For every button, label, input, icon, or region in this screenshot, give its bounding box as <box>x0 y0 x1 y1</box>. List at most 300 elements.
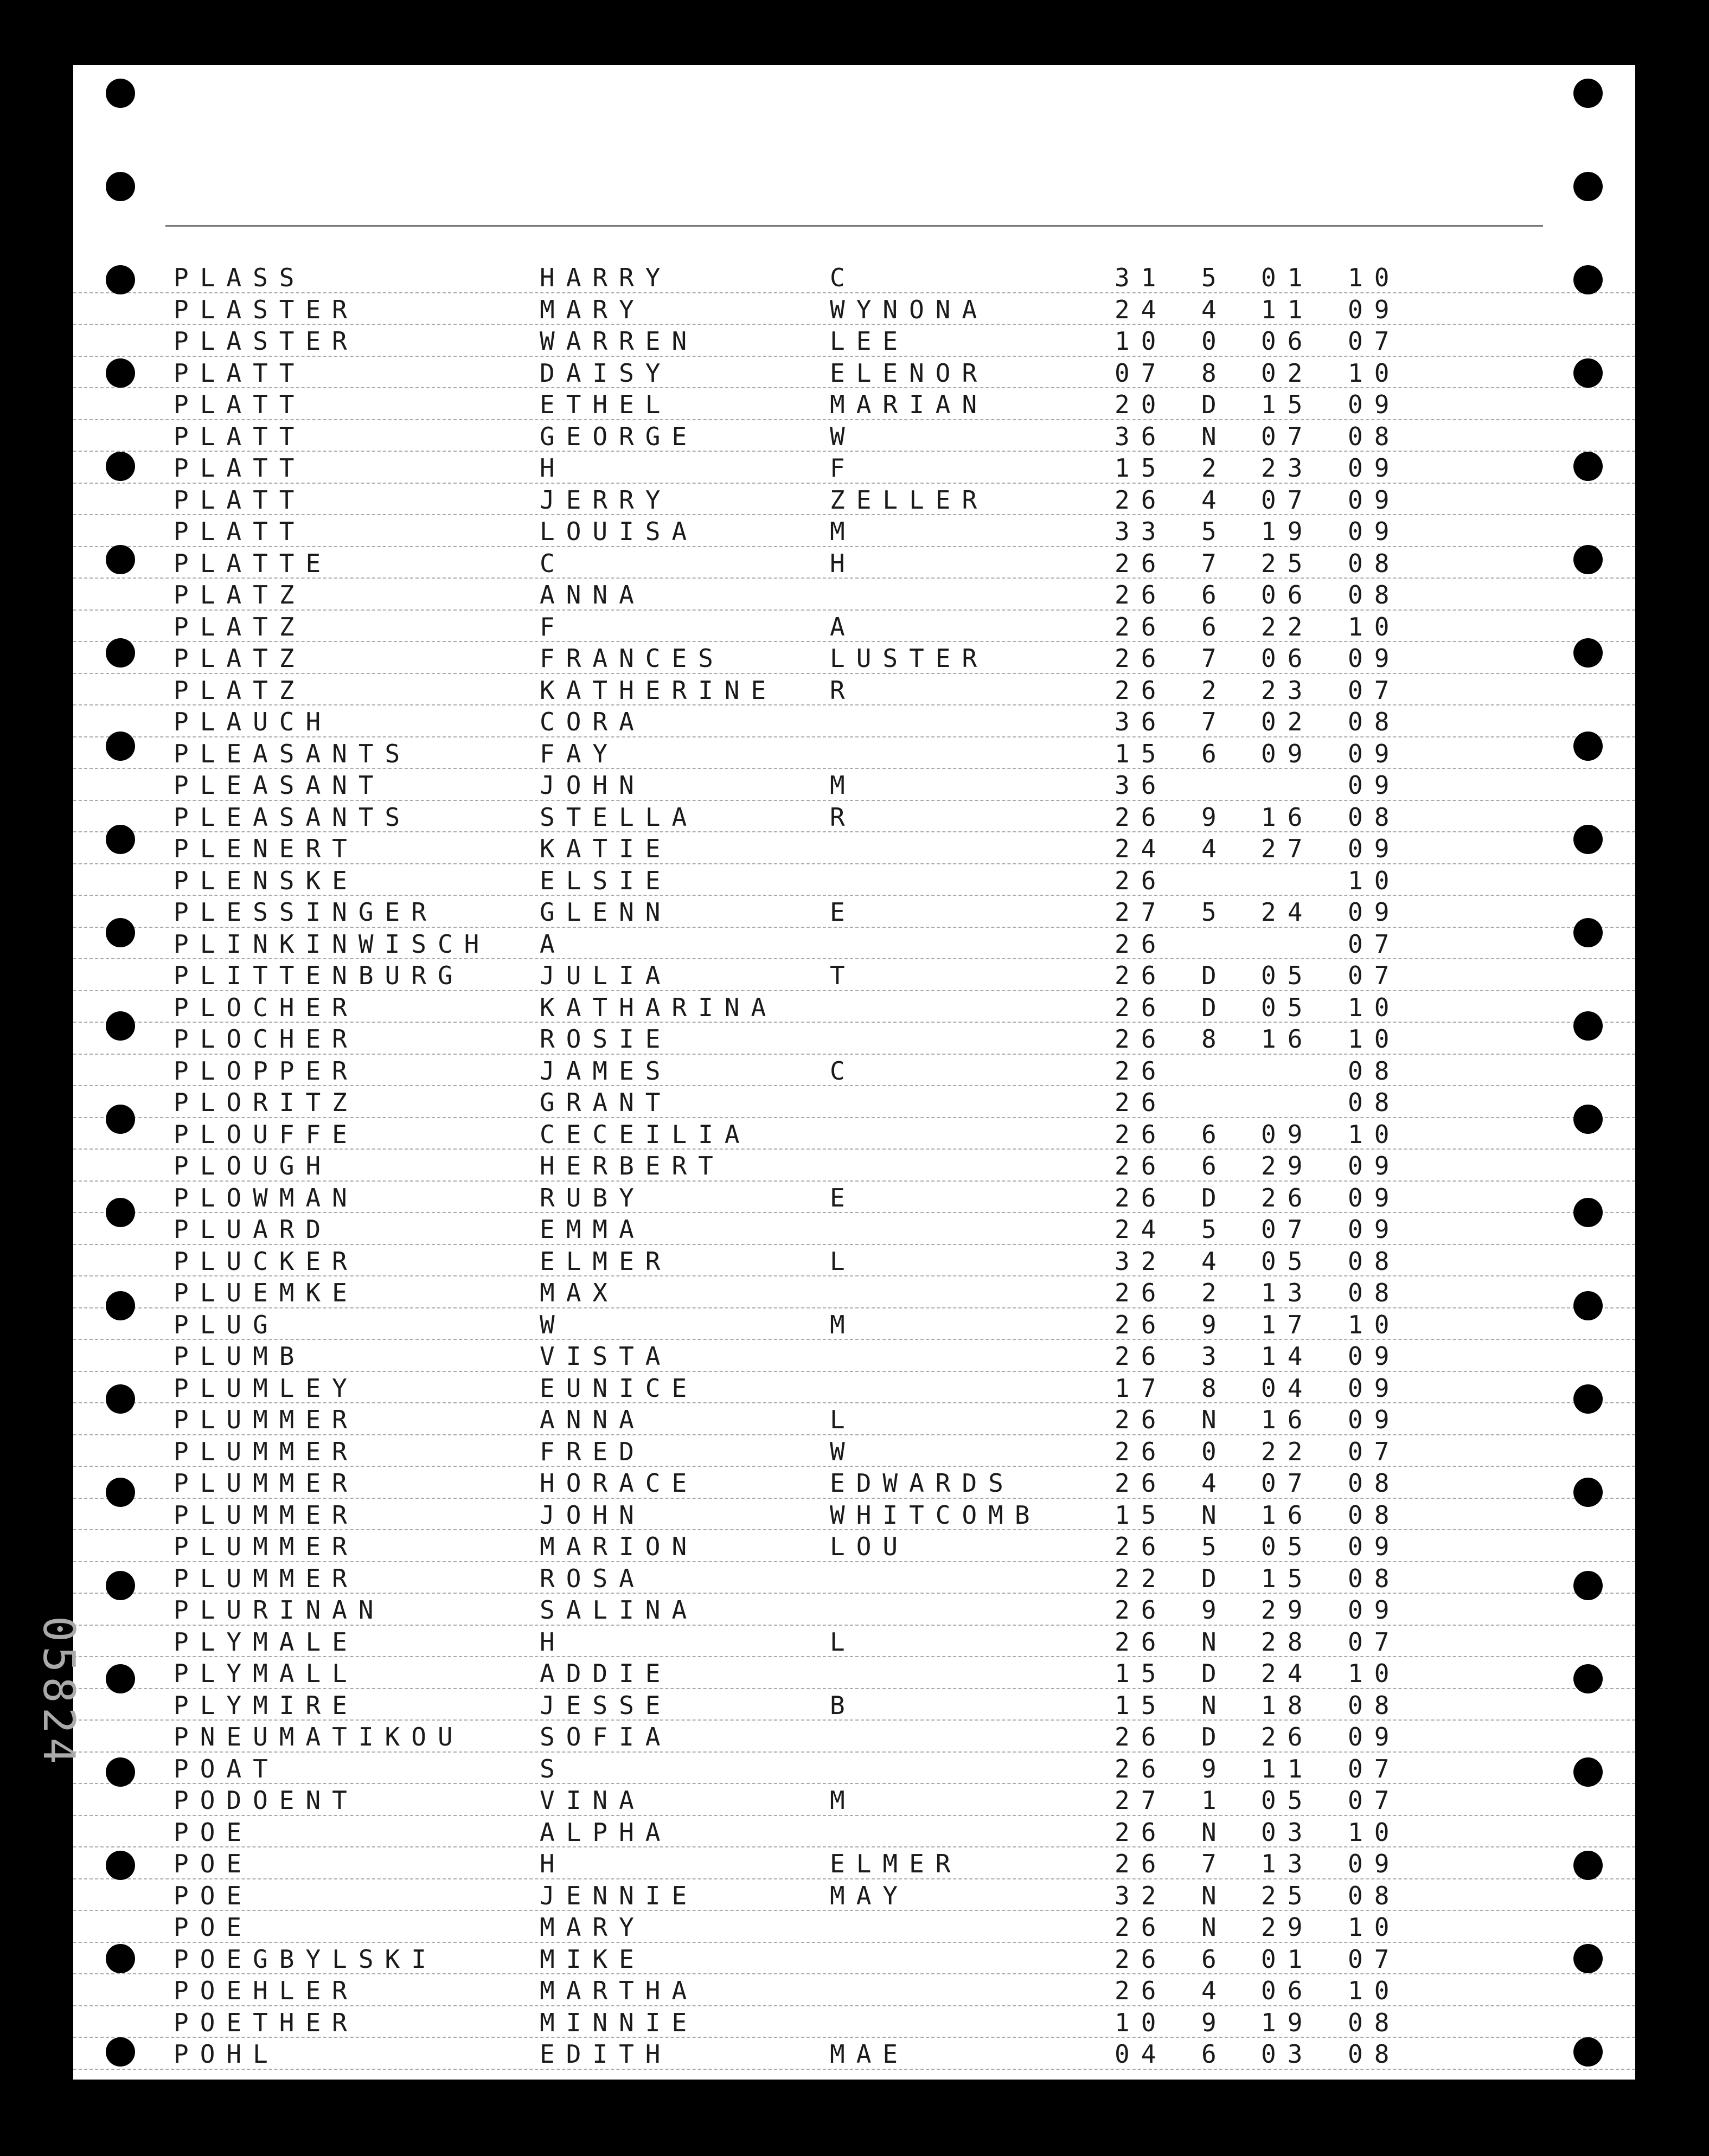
field-3: 29 <box>1261 1913 1314 1942</box>
field-1: 26 <box>1115 1088 1168 1117</box>
middle-name: ELMER <box>830 1849 962 1878</box>
table-row <box>73 1626 1635 1658</box>
middle-name: WHITCOMB <box>830 1500 1041 1530</box>
last-name: PLENSKE <box>174 865 359 895</box>
field-4: 10 <box>1348 263 1401 292</box>
last-name: PLESSINGER <box>174 897 438 927</box>
field-1: 26 <box>1115 865 1168 895</box>
field-4: 08 <box>1348 707 1401 736</box>
field-2: D <box>1201 390 1228 419</box>
field-2: 8 <box>1201 1373 1228 1403</box>
field-4: 10 <box>1348 612 1401 641</box>
table-row <box>73 579 1635 611</box>
feed-hole <box>1573 2037 1603 2067</box>
field-4: 08 <box>1348 1056 1401 1086</box>
field-1: 26 <box>1115 992 1168 1022</box>
last-name: POE <box>174 1881 253 1910</box>
first-name: WARREN <box>540 326 699 356</box>
field-3: 29 <box>1261 1151 1314 1180</box>
last-name: PLATT <box>174 517 306 546</box>
last-name: PLASTER <box>174 326 359 356</box>
field-2: 4 <box>1201 1468 1228 1498</box>
feed-hole <box>106 1198 135 1227</box>
last-name: PLATZ <box>174 612 306 641</box>
field-4: 08 <box>1348 548 1401 578</box>
table-row <box>73 832 1635 864</box>
field-4: 09 <box>1348 1595 1401 1625</box>
last-name: PLUMMER <box>174 1468 359 1498</box>
field-4: 08 <box>1348 421 1401 451</box>
last-name: POE <box>174 1849 253 1878</box>
printout-sheet <box>34 65 1635 2080</box>
field-3: 06 <box>1261 580 1314 609</box>
field-1: 10 <box>1115 2007 1168 2037</box>
last-name: PLOCHER <box>174 1024 359 1054</box>
last-name: PLYMALE <box>174 1627 359 1657</box>
feed-hole <box>1573 545 1603 574</box>
field-2: D <box>1201 1563 1228 1593</box>
feed-hole <box>1573 1851 1603 1880</box>
field-3: 26 <box>1261 1183 1314 1212</box>
middle-name: LEE <box>830 326 910 356</box>
table-row <box>73 1182 1635 1214</box>
field-2: D <box>1201 961 1228 990</box>
first-name: HORACE <box>540 1468 699 1498</box>
field-1: 26 <box>1115 485 1168 515</box>
feed-hole <box>106 1944 135 1973</box>
field-2: 5 <box>1201 897 1228 927</box>
field-4: 10 <box>1348 1913 1401 1942</box>
table-row <box>73 2038 1635 2070</box>
field-4: 07 <box>1348 1436 1401 1466</box>
first-name: SALINA <box>540 1595 699 1625</box>
field-2: N <box>1201 1690 1228 1720</box>
field-3: 02 <box>1261 707 1314 736</box>
field-4: 10 <box>1348 1817 1401 1847</box>
table-row <box>73 452 1635 484</box>
field-4: 08 <box>1348 802 1401 832</box>
first-name: ALPHA <box>540 1817 672 1847</box>
field-3: 07 <box>1261 485 1314 515</box>
field-3: 04 <box>1261 1373 1314 1403</box>
first-name: SOFIA <box>540 1722 672 1751</box>
field-4: 09 <box>1348 897 1401 927</box>
first-name: F <box>540 612 566 641</box>
table-row <box>73 928 1635 960</box>
feed-hole <box>106 1664 135 1693</box>
field-3: 07 <box>1261 1215 1314 1244</box>
field-4: 09 <box>1348 517 1401 546</box>
first-name: GLENN <box>540 897 672 927</box>
table-row <box>73 547 1635 579</box>
middle-name: T <box>830 961 856 990</box>
feed-hole <box>106 265 135 294</box>
table-row <box>73 1879 1635 1911</box>
field-3: 17 <box>1261 1310 1314 1339</box>
table-row <box>73 1816 1635 1848</box>
field-4: 08 <box>1348 1690 1401 1720</box>
feed-hole <box>106 1757 135 1787</box>
record-list <box>73 261 1635 2070</box>
field-4: 09 <box>1348 453 1401 483</box>
field-2: 8 <box>1201 1024 1228 1054</box>
feed-hole <box>1573 1757 1603 1787</box>
last-name: PLITTENBURG <box>174 961 464 990</box>
middle-name: W <box>830 1436 856 1466</box>
feed-hole <box>106 1011 135 1041</box>
first-name: JERRY <box>540 485 672 515</box>
field-3: 22 <box>1261 1436 1314 1466</box>
middle-name: C <box>830 263 856 292</box>
field-1: 26 <box>1115 1278 1168 1307</box>
middle-name: ELENOR <box>830 358 989 388</box>
field-2: 6 <box>1201 1151 1228 1180</box>
last-name: POETHER <box>174 2007 359 2037</box>
field-2: N <box>1201 1913 1228 1942</box>
table-row <box>73 864 1635 896</box>
table-row <box>73 515 1635 547</box>
feed-hole <box>106 1571 135 1600</box>
last-name: POAT <box>174 1754 279 1783</box>
last-name: PLOUGH <box>174 1151 332 1180</box>
field-3: 16 <box>1261 802 1314 832</box>
field-3: 14 <box>1261 1342 1314 1371</box>
table-row <box>73 1530 1635 1562</box>
last-name: PLUARD <box>174 1215 332 1244</box>
field-4: 09 <box>1348 1215 1401 1244</box>
last-name: PLATT <box>174 421 306 451</box>
middle-name: H <box>830 548 856 578</box>
field-2: 4 <box>1201 485 1228 515</box>
last-name: POEHLER <box>174 1976 359 2005</box>
field-3: 09 <box>1261 1119 1314 1149</box>
middle-name: LOU <box>830 1532 910 1561</box>
table-row <box>73 1594 1635 1626</box>
first-name: H <box>540 1627 566 1657</box>
feed-hole <box>106 918 135 947</box>
feed-hole <box>1573 1384 1603 1414</box>
last-name: PLUMLEY <box>174 1373 359 1403</box>
middle-name: L <box>830 1627 856 1657</box>
feed-hole <box>106 1851 135 1880</box>
middle-name: C <box>830 1056 856 1086</box>
field-3: 24 <box>1261 897 1314 927</box>
middle-name: F <box>830 453 856 483</box>
table-row <box>73 1499 1635 1531</box>
field-3: 15 <box>1261 390 1314 419</box>
field-4: 10 <box>1348 1024 1401 1054</box>
last-name: POE <box>174 1817 253 1847</box>
last-name: POE <box>174 1913 253 1942</box>
field-1: 26 <box>1115 675 1168 705</box>
field-2: 9 <box>1201 1595 1228 1625</box>
field-2: D <box>1201 1183 1228 1212</box>
field-1: 07 <box>1115 358 1168 388</box>
field-1: 26 <box>1115 580 1168 609</box>
field-4: 09 <box>1348 390 1401 419</box>
first-name: ANNA <box>540 1405 645 1434</box>
first-name: JAMES <box>540 1056 672 1086</box>
first-name: W <box>540 1310 566 1339</box>
field-1: 26 <box>1115 1849 1168 1878</box>
middle-name: ZELLER <box>830 485 989 515</box>
table-row <box>73 1150 1635 1182</box>
table-row <box>73 1340 1635 1372</box>
table-row <box>73 293 1635 325</box>
first-name: VINA <box>540 1786 645 1815</box>
field-1: 15 <box>1115 739 1168 768</box>
table-row <box>73 1562 1635 1594</box>
field-2: 0 <box>1201 326 1228 356</box>
field-2: 4 <box>1201 294 1228 324</box>
first-name: ELMER <box>540 1246 672 1276</box>
last-name: PLATT <box>174 390 306 419</box>
last-name: PLOPPER <box>174 1056 359 1086</box>
feed-hole <box>1573 452 1603 481</box>
last-name: PLATTE <box>174 548 332 578</box>
last-name: PLYMALL <box>174 1659 359 1688</box>
last-name: PLEASANTS <box>174 739 412 768</box>
last-name: PLEASANT <box>174 771 385 800</box>
last-name: PLATZ <box>174 675 306 705</box>
field-3: 16 <box>1261 1500 1314 1530</box>
field-1: 24 <box>1115 1215 1168 1244</box>
feed-hole <box>1573 1944 1603 1973</box>
field-1: 26 <box>1115 1595 1168 1625</box>
feed-hole <box>106 1105 135 1134</box>
first-name: ROSIE <box>540 1024 672 1054</box>
field-4: 07 <box>1348 961 1401 990</box>
field-1: 26 <box>1115 612 1168 641</box>
field-3: 11 <box>1261 1754 1314 1783</box>
field-2: 8 <box>1201 358 1228 388</box>
field-1: 24 <box>1115 294 1168 324</box>
field-4: 08 <box>1348 1500 1401 1530</box>
field-3: 26 <box>1261 1722 1314 1751</box>
field-1: 26 <box>1115 1976 1168 2005</box>
middle-name: MARIAN <box>830 390 989 419</box>
field-4: 09 <box>1348 1151 1401 1180</box>
feed-hole <box>106 172 135 201</box>
field-1: 26 <box>1115 1151 1168 1180</box>
field-1: 26 <box>1115 1183 1168 1212</box>
feed-hole <box>106 358 135 388</box>
field-3: 16 <box>1261 1405 1314 1434</box>
middle-name: W <box>830 421 856 451</box>
field-1: 26 <box>1115 1436 1168 1466</box>
field-4: 08 <box>1348 1278 1401 1307</box>
field-1: 24 <box>1115 834 1168 863</box>
table-row <box>73 611 1635 643</box>
last-name: PODOENT <box>174 1786 359 1815</box>
middle-name: L <box>830 1405 856 1434</box>
field-3: 03 <box>1261 2039 1314 2069</box>
table-row <box>73 1689 1635 1721</box>
feed-hole <box>106 732 135 761</box>
last-name: PNEUMATIKOU <box>174 1722 464 1751</box>
last-name: PLATT <box>174 453 306 483</box>
first-name: MINNIE <box>540 2007 699 2037</box>
field-3: 03 <box>1261 1817 1314 1847</box>
field-3: 09 <box>1261 739 1314 768</box>
first-name: DAISY <box>540 358 672 388</box>
field-1: 32 <box>1115 1246 1168 1276</box>
field-1: 26 <box>1115 1754 1168 1783</box>
table-row <box>73 674 1635 706</box>
field-1: 22 <box>1115 1563 1168 1593</box>
field-1: 31 <box>1115 263 1168 292</box>
table-row <box>73 642 1635 674</box>
first-name: S <box>540 1754 566 1783</box>
table-row <box>73 1023 1635 1055</box>
first-name: GEORGE <box>540 421 699 451</box>
table-row <box>73 1086 1635 1118</box>
table-row <box>73 1911 1635 1943</box>
field-3: 05 <box>1261 1532 1314 1561</box>
table-row <box>73 1467 1635 1499</box>
field-2: 7 <box>1201 644 1228 673</box>
first-name: JOHN <box>540 771 645 800</box>
field-1: 26 <box>1115 1405 1168 1434</box>
feed-hole <box>1573 1011 1603 1041</box>
field-3: 06 <box>1261 1976 1314 2005</box>
field-1: 26 <box>1115 1024 1168 1054</box>
header-rule <box>165 225 1543 227</box>
first-name: FRANCES <box>540 644 725 673</box>
feed-hole <box>1573 1571 1603 1600</box>
field-2: 2 <box>1201 1278 1228 1307</box>
first-name: JOHN <box>540 1500 645 1530</box>
field-4: 09 <box>1348 1342 1401 1371</box>
first-name: CECEILIA <box>540 1119 751 1149</box>
field-2: 7 <box>1201 548 1228 578</box>
field-2: 4 <box>1201 1976 1228 2005</box>
first-name: JULIA <box>540 961 672 990</box>
feed-hole <box>1573 1291 1603 1320</box>
last-name: PLUCKER <box>174 1246 359 1276</box>
first-name: EMMA <box>540 1215 645 1244</box>
field-1: 26 <box>1115 1722 1168 1751</box>
feed-hole <box>106 638 135 668</box>
field-4: 09 <box>1348 1405 1401 1434</box>
field-1: 33 <box>1115 517 1168 546</box>
middle-name: M <box>830 1786 856 1815</box>
first-name: C <box>540 548 566 578</box>
feed-hole <box>1573 1478 1603 1507</box>
last-name: PLUMMER <box>174 1532 359 1561</box>
field-3: 02 <box>1261 358 1314 388</box>
first-name: MIKE <box>540 1944 645 1974</box>
field-4: 08 <box>1348 1246 1401 1276</box>
first-name: KATIE <box>540 834 672 863</box>
side-stamp: 05824 <box>34 1616 84 1768</box>
field-2: N <box>1201 1881 1228 1910</box>
last-name: PLUMMER <box>174 1500 359 1530</box>
field-2: D <box>1201 1659 1228 1688</box>
last-name: PLENERT <box>174 834 359 863</box>
field-4: 08 <box>1348 1881 1401 1910</box>
field-2: 9 <box>1201 2007 1228 2037</box>
field-1: 36 <box>1115 421 1168 451</box>
field-3: 24 <box>1261 1659 1314 1688</box>
last-name: PLINKINWISCH <box>174 929 491 959</box>
first-name: MAX <box>540 1278 619 1307</box>
field-1: 10 <box>1115 326 1168 356</box>
field-2: N <box>1201 1500 1228 1530</box>
field-4: 07 <box>1348 675 1401 705</box>
feed-hole <box>1573 732 1603 761</box>
feed-hole <box>1573 1198 1603 1227</box>
field-2: N <box>1201 1627 1228 1657</box>
field-4: 09 <box>1348 1532 1401 1561</box>
field-3: 13 <box>1261 1278 1314 1307</box>
middle-name: M <box>830 771 856 800</box>
field-1: 26 <box>1115 929 1168 959</box>
first-name: HARRY <box>540 263 672 292</box>
field-4: 10 <box>1348 1659 1401 1688</box>
feed-hole <box>1573 638 1603 668</box>
middle-name: LUSTER <box>830 644 989 673</box>
field-3: 25 <box>1261 548 1314 578</box>
last-name: PLOWMAN <box>174 1183 359 1212</box>
field-4: 07 <box>1348 1627 1401 1657</box>
field-1: 26 <box>1115 1119 1168 1149</box>
first-name: KATHARINA <box>540 992 778 1022</box>
last-name: PLATT <box>174 358 306 388</box>
feed-hole <box>106 545 135 574</box>
field-2: 4 <box>1201 1246 1228 1276</box>
field-1: 27 <box>1115 897 1168 927</box>
table-row <box>73 420 1635 452</box>
middle-name: MAE <box>830 2039 910 2069</box>
feed-hole <box>106 1384 135 1414</box>
field-2: 1 <box>1201 1786 1228 1815</box>
table-row <box>73 896 1635 928</box>
field-1: 26 <box>1115 1913 1168 1942</box>
field-1: 26 <box>1115 1056 1168 1086</box>
last-name: PLEASANTS <box>174 802 412 832</box>
field-2: 0 <box>1201 1436 1228 1466</box>
first-name: VISTA <box>540 1342 672 1371</box>
field-2: 4 <box>1201 834 1228 863</box>
field-4: 10 <box>1348 1310 1401 1339</box>
first-name: FRED <box>540 1436 645 1466</box>
field-4: 09 <box>1348 294 1401 324</box>
field-2: 5 <box>1201 517 1228 546</box>
first-name: A <box>540 929 566 959</box>
field-4: 08 <box>1348 1088 1401 1117</box>
last-name: PLATZ <box>174 644 306 673</box>
field-2: 9 <box>1201 1754 1228 1783</box>
field-1: 15 <box>1115 453 1168 483</box>
field-4: 09 <box>1348 1183 1401 1212</box>
last-name: PLUMMER <box>174 1436 359 1466</box>
middle-name: M <box>830 1310 856 1339</box>
field-1: 36 <box>1115 771 1168 800</box>
first-name: MARY <box>540 1913 645 1942</box>
field-2: 5 <box>1201 1215 1228 1244</box>
first-name: RUBY <box>540 1183 645 1212</box>
table-row <box>73 1308 1635 1340</box>
field-4: 09 <box>1348 771 1401 800</box>
field-4: 09 <box>1348 834 1401 863</box>
table-row <box>73 1213 1635 1245</box>
field-1: 26 <box>1115 1627 1168 1657</box>
first-name: JESSE <box>540 1690 672 1720</box>
first-name: EDITH <box>540 2039 672 2069</box>
first-name: JENNIE <box>540 1881 699 1910</box>
field-3: 05 <box>1261 992 1314 1022</box>
